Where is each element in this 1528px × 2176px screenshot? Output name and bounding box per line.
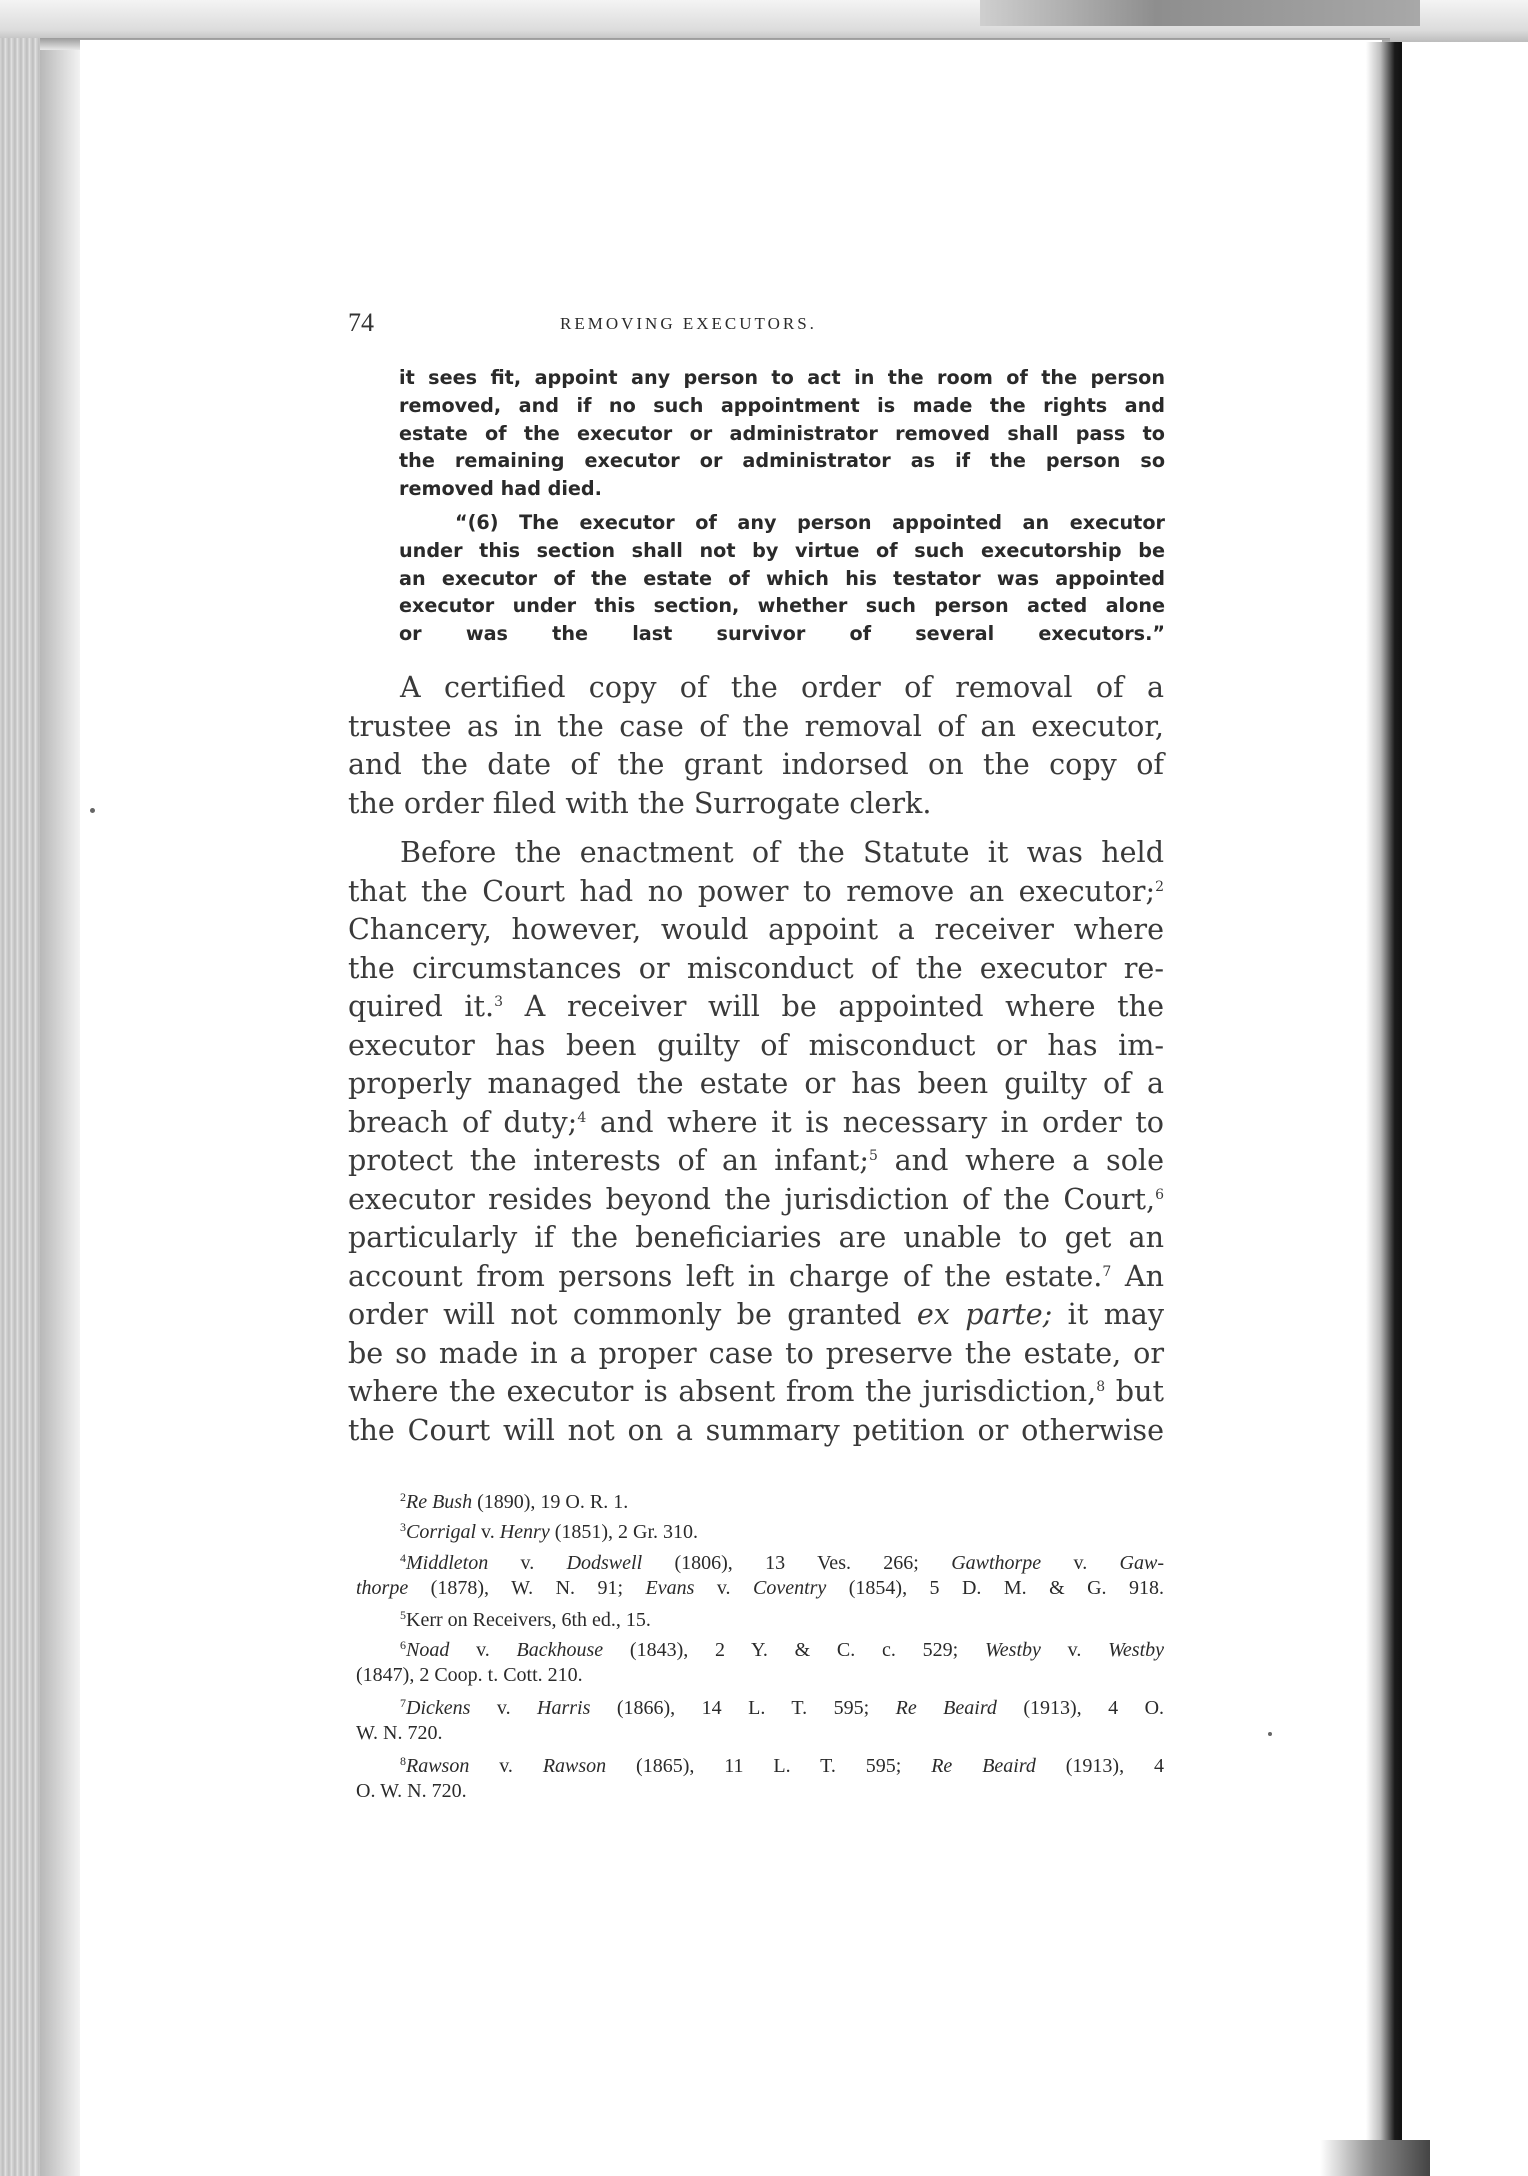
text-line: be so made in a proper case to preserve the estate, or xyxy=(348,1335,1164,1370)
corner-smudge xyxy=(1320,2140,1430,2176)
quote-line: it sees fit, appoint any person to act in the room of the person xyxy=(399,366,1165,389)
text-line: executor resides beyond the jurisdiction of the Court,$^6$ xyxy=(348,1181,1164,1216)
book-gutter xyxy=(1366,42,1402,2176)
footnote-ref: 3 xyxy=(494,994,504,1010)
speck xyxy=(90,808,95,813)
text-line: A certified copy of the order of removal of a xyxy=(400,670,1164,704)
footnote-2: $^2$Re Bush (1890), 19 O. R. 1. xyxy=(400,1490,629,1513)
footnote-ref: 5 xyxy=(868,1148,878,1164)
footnote-ref: 8 xyxy=(1096,1379,1106,1395)
facing-page xyxy=(1402,42,1528,2176)
scanner-top-shadow xyxy=(980,0,1420,26)
footnote-ref: 4 xyxy=(577,1109,587,1126)
text-line: order will not commonly be granted ex parte; it may xyxy=(348,1297,1165,1331)
text-line: the circumstances or misconduct of the executor re- xyxy=(348,950,1164,985)
page-stack-shadow xyxy=(40,38,80,2176)
footnote-5: $^5$Kerr on Receivers, 6th ed., 15. xyxy=(400,1608,651,1631)
text-line: and the date of the grant indorsed on the copy of xyxy=(348,747,1164,781)
quote-line: an executor of the estate of which his testator was appointed xyxy=(399,566,1165,590)
text-line: that the Court had no power to remove an executor;$^2$ xyxy=(348,873,1164,908)
text-line: protect the interests of an infant;$^5$ and where a sole xyxy=(348,1143,1164,1177)
text-line: breach of duty;$^4$ and where it is necessary in order to xyxy=(348,1104,1164,1139)
text-line: the order filed with the Surrogate clerk. xyxy=(348,785,932,820)
footnote-6: $^6$Noad v. Backhouse (1843), 2 Y. & C. c. 529; Westby v. Westby (1847), 2 Coop. t. Cott. 210. xyxy=(356,1638,1164,1686)
footnote-4: $^4$Middleton v. Dodswell (1806), 13 Ves. 266; Gawthorpe v. Gaw- thorpe (1878), W. N. 91; Evans v. Coventry (1854), 5 D. M. & G. 918. xyxy=(356,1551,1165,1599)
text-line: the Court will not on a summary petition or otherwise xyxy=(348,1412,1164,1447)
text-line: quired it.$^3$ A receiver will be appointed where the xyxy=(348,989,1165,1023)
quote-line: “(6) The executor of any person appointed an executor xyxy=(455,510,1165,534)
text-line: where the executor is absent from the jurisdiction,$^8$ but xyxy=(348,1374,1164,1408)
quote-line: under this section shall not by virtue of such executorship be xyxy=(399,538,1165,562)
footnote-ref: 7 xyxy=(1102,1263,1112,1280)
quote-line: removed, and if no such appointment is made the rights and xyxy=(399,393,1165,417)
footnote-7: $^7$Dickens v. Harris (1866), 14 L. T. 595; Re Beaird (1913), 4 O. W. N. 720. xyxy=(356,1696,1165,1744)
text-line: trustee as in the case of the removal of an executor, xyxy=(348,708,1164,743)
footnote-8: $^8$Rawson v. Rawson (1865), 11 L. T. 595; Re Beaird (1913), 4 O. W. N. 720. xyxy=(356,1754,1164,1802)
statute-quote xyxy=(399,366,1165,650)
speck xyxy=(1268,1732,1272,1736)
text-line: account from persons left in charge of the estate.$^7$ An xyxy=(348,1258,1164,1293)
quote-line: executor under this section, whether such person acted alone xyxy=(399,594,1165,618)
running-head: REMOVING EXECUTORS. xyxy=(560,314,817,333)
text-line: properly managed the estate or has been guilty of a xyxy=(348,1066,1164,1100)
paragraph-certified-copy xyxy=(348,670,1164,824)
footnote-3: $^3$Corrigal v. Henry (1851), 2 Gr. 310. xyxy=(400,1520,699,1543)
text-line: particularly if the beneficiaries are unable to get an xyxy=(348,1220,1164,1254)
quote-line: estate of the executor or administrator removed shall pass to xyxy=(399,421,1165,445)
page-number: 74 xyxy=(348,308,374,337)
quote-line: or was the last survivor of several executors.” xyxy=(399,622,1165,646)
quote-line: the remaining executor or administrator as if the person so xyxy=(399,449,1165,473)
text-line: executor has been guilty of misconduct or has im- xyxy=(348,1027,1164,1062)
footnote-ref: 2 xyxy=(1155,878,1164,895)
paragraph-statute-history xyxy=(348,835,1164,1451)
quote-line: removed had died. xyxy=(399,477,602,501)
text-line: Chancery, however, would appoint a receiver where xyxy=(348,912,1164,946)
footnote-ref: 6 xyxy=(1155,1186,1164,1203)
text-line: Before the enactment of the Statute it was held xyxy=(400,835,1164,869)
